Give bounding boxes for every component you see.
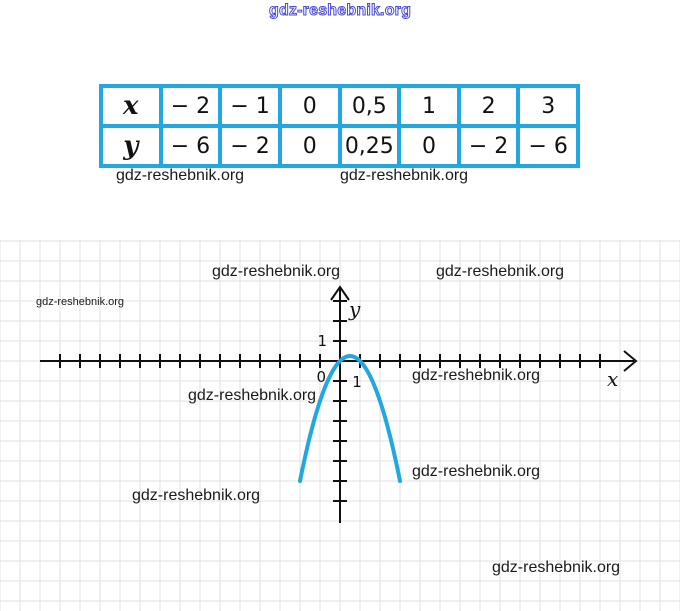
table-header-y: y <box>101 126 161 166</box>
watermark-graph-top-left: gdz-reshebnik.org <box>212 263 341 280</box>
watermark-graph-mid-left: gdz-reshebnik.org <box>188 387 317 404</box>
watermark-graph-small-left: gdz-reshebnik.org <box>36 296 125 308</box>
watermark-graph-low-right: gdz-reshebnik.org <box>412 463 541 480</box>
unit-x-label: 1 <box>352 373 362 391</box>
table-cell: 0 <box>280 126 340 166</box>
table-cell: 0,5 <box>340 86 400 126</box>
table-cell: − 6 <box>161 126 221 166</box>
watermark-graph-mid-right: gdz-reshebnik.org <box>412 367 541 384</box>
watermark-under-table-right: gdz-reshebnik.org <box>340 167 469 184</box>
parabola-curve <box>300 356 400 481</box>
table-header-x: x <box>101 86 161 126</box>
table-cell: 3 <box>518 86 578 126</box>
table-cell: 1 <box>399 86 459 126</box>
table-row-y <box>101 126 578 166</box>
table-cell: 2 <box>459 86 519 126</box>
table-cell: 0 <box>280 86 340 126</box>
value-table <box>99 84 580 168</box>
table-cell: − 6 <box>518 126 578 166</box>
table-row-x <box>101 86 578 126</box>
table-cell: 0,25 <box>340 126 400 166</box>
table-cell: − 1 <box>220 86 280 126</box>
unit-y-label: 1 <box>317 332 327 350</box>
x-axis-label: x <box>607 367 619 391</box>
watermark-graph-top-right: gdz-reshebnik.org <box>436 263 565 280</box>
watermark-under-table-left: gdz-reshebnik.org <box>116 167 245 184</box>
y-axis-label: y <box>349 297 361 321</box>
watermark-top: gdz-reshebnik.org <box>269 2 412 19</box>
table-cell: − 2 <box>161 86 221 126</box>
table-cell: 0 <box>399 126 459 166</box>
origin-label: 0 <box>316 368 326 386</box>
table-cell: − 2 <box>459 126 519 166</box>
watermark-graph-low-left: gdz-reshebnik.org <box>132 487 261 504</box>
axes <box>40 287 636 523</box>
table-cell: − 2 <box>220 126 280 166</box>
watermark-graph-bottom-right: gdz-reshebnik.org <box>492 559 621 576</box>
